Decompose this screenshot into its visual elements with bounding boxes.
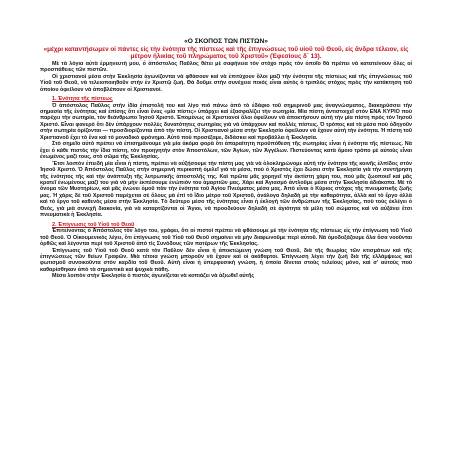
document-title: «Ο ΣΚΟΠΟΣ ΤΩΝ ΠΙΣΤΩΝ»	[184, 38, 268, 45]
body-paragraph: Ἐπιτείνοντας ὁ Ἀπόστολος τὸν λόγο του, γράφει, ὅτι οἱ πιστοὶ πρέπει νὰ φθάσουμε μὲ τὴν ἑνότητα τῆς πίστεως εἰς τὴν ἐπίγνωση τοῦ Υἱοῦ τοῦ Θεοῦ. Ὁ Οἰκουμενικὸς λέγει, ὅτι ἐπίγνωσις τοῦ Υἱοῦ τοῦ Θεοῦ σημαίνει νὰ μὴν διαφωνοῦμε περὶ αὐτοῦ. Νὰ ὁμοδοξάζουμε ὅλα ὅσα νοοῦνται ὀρθῶς καὶ λέγονται περὶ τοῦ Χριστοῦ ἀπὸ τὶς Συνόδους τῶν πατέρων τῆς Ἐκκλησίας.	[40, 228, 412, 248]
epigraph-quote: «μέχρι καταντήσωμεν οἱ πάντες εἰς τὴν ἑνότητα τῆς πίστεως καὶ τῆς ἐπιγνώσεως τοῦ υἱοῦ τοῦ Θεοῦ, εἰς ἄνδρα τέλειον, εἰς μέτρον ἡλικίας τοῦ πληρώματος τοῦ Χριστοῦ» (Ἐφεσίους δ΄ 13).	[43, 46, 409, 60]
section-heading: 2. Ἐπίγνωσις τοῦ Υἱοῦ τοῦ Θεοῦ	[52, 221, 135, 228]
body-paragraph: Στὸ σημεῖο αὐτὸ πρέπει νὰ ἐπισημάνουμε γιὰ μία ἀκόμα φορὰ ὅτι ἀπαραίτητη προϋπόθεση τῆς σωτηρίας εἶναι ἡ ἑνότητα τῆς πίστεως. Νὰ ἔχει ὁ κάθε πιστὸς τὴν ἴδια πίστη, τὸν προηγητὴν στὸν Ἀποστόλων, τῶν Ἁγίων, τῶν Ἀγγέλων. Πιστεύοντας κατὰ ὅμοιο τρόπο μὲ αὐτοὺς εἶναι ἑνωμένος μαζὶ τους, στὸ σῶμα τῆς Ἐκκλησίας.	[40, 141, 412, 161]
section-heading: 1. Ἑνότητα τῆς πίστεως	[52, 96, 113, 103]
intro-paragraph: Μὲ τὰ λόγια αὐτὰ ἐρμηνευτὴ μου, ὁ ἀπόστολος Παῦλος θέτει μὲ σαφήνεια τὸν στόχο πρὸς τὸν ὁποῖο θὰ πρέπει νὰ κατατείνουν ὅλες οἱ προσπάθειες τῶν πιστῶν.	[40, 60, 412, 74]
body-paragraph: Ἐπίγνωσις τοῦ Υἱοῦ τοῦ Θεοῦ κατὰ τὸν Παῦλον δὲν εἶναι ἡ ἀποκτώμενη γνώση τοῦ Θεοῦ, διὰ τῆς θεωρίας τῶν κτισμάτων καὶ τῆς ἐπιγνώσεως τῶν θείων Γραφῶν. Μιὰ τέτοια γνώση μποροῦν νὰ ἔχουν καὶ οἱ ἀκάθαρτοι. Ἐπίγνωση λέγει τὴν ζωὴ διὰ τῆς ἐλλάμψεως καὶ φωτισμοῦ συνοικοῦντα στὸν καρδία τοῦ Θεοῦ. Αὐτὴ εἶναι ἡ ὑπερφυσικὴ γνώση, ἡ ὁποία δίνεται στοὺς τελείους μόνο, καὶ σ' αὐτοὺς ποὺ καθαρίσθηκαν ἀπὸ τὰ σημαντικὰ καὶ ψυχικὰ πάθη.	[40, 247, 412, 273]
document-page	[40, 38, 412, 280]
body-paragraph: Ὁ ἀπόστολος Παῦλος στὴν ἰδία ἐπιστολὴ του καὶ λίγο πιὸ πάνω ἀπὸ τὸ ἐδάφιο τοῦ σημερινοῦ μας ἀναγνώσματος, διακηρύσσει τὴν σημασία τῆς ἑνότητας καὶ ἐπίσης ὅτι εἶναι ἕνας «μία πίστις» ὑπάρχει καὶ ἐξασφαλίζει τὴν σωτηρία. Μία πίστη ἀντιστοιχεῖ στὸν ΕΝΑ ΚΥΡΙΟ ποὺ παρέχει τὴν σωτηρία, τὸν θεάνθρωπο Ἰησοῦ Χριστό. Ἑπομένως οἱ Χριστιανοὶ ὅλοι ὀφείλουν νὰ ἀποκτήσουν αὐτὴ τὴν μία πίστη πρὸς τὸν Ἰησοῦ Χριστό. Εἶναι φανερὸ ὅτι δὲν ὑπάρχουν πολλὲς δυνατότητες σωτηρίας γιὰ νὰ ὑπάρχουν καὶ πολλὲς πίστεις. Ὁ τρόπος καὶ τὰ μέσα ποὺ ὁδηγοῦν στὴν σωτηρία ὁρίζονται — προσδιορίζονται ἀπὸ τὴν πίστη. Οἱ Χριστιανοὶ μέσα στὴν Ἐκκλησία ὀφείλουν νὰ ἔχουν αὐτὴ τὴν ἑνότητα. Ἡ πίστη τοῦ Χριστιανοῦ ἔχει τὸ ἕνα καὶ τὸ μοναδικὸ φρόνημα. Αὐτὸ ποὺ προσέξαμε, διδάσκει καὶ προβάλλει ἡ Ἐκκλησία.	[40, 102, 412, 141]
body-paragraph: Μέσα λοιπὸν στὴν Ἐκκλησία ὁ πιστὸς ἀγωνίζεται νὰ κοπιάζει νὰ ἀξιωθεῖ αὐτῆς	[52, 273, 255, 280]
intro-paragraph: Οἱ χριστιανοὶ μέσα στὴν Ἐκκλησία ἀγωνίζονται νὰ φθάσουν καὶ νὰ ἐπιτύχουν ὅλοι μαζὶ τὴν ἑνότητα τῆς πίστεως καὶ τῆς ἐπιγνώσεως τοῦ Υἱοῦ τοῦ Θεοῦ, νὰ τελειοποιηθοῦν στὴν ἐν Χριστῷ ζωή. Θὰ δοῦμε στὴν συνέχεια ποιὸς εἶναι αὐτὸς ὁ τριπλὸς στόχος πρὸς τὴν κατάκτηση τοῦ ὁποίου ὀφείλουν νὰ ἀποβλέπουν οἱ Χριστιανοί.	[40, 73, 412, 93]
body-paragraph: Ἔτσι λοιπὸν ἐπειδὴ μία εἶναι ἡ πίστη, πρέπει νὰ αὐξήσουμε τὴν πίστη μας γιὰ νὰ ὁλοκληρώνομε αὐτὴ τὴν ἑνότητα τῆς κοινῆς ἐλπίδος στὸν Ἰησοῦ Χριστό. Ὁ Ἀπόστολος Παῦλος στὴν σημερινὴ περικοπὴ ὁμιλεῖ γιὰ τὰ μέσα, ποὺ ὁ Χριστὸς ἔχει δώσει στὴν Ἐκκλησία γιὰ τὴν συντήρηση τῆς ἑνότητος τῆς καὶ τὴν ἀνάπτυξη τῆς λυτρωτικῆς ἀποστολῆς της. Καὶ πρῶτα μᾶς χορηγεῖ τὴν ἀκτίστη χάρη του, ποὺ μᾶς ζωοποιεῖ καὶ μᾶς κρατεῖ ἑνωμένους μαζί του γιὰ νὰ μὴν ἐκπέσουμε ἐνώπιόν του ἁμαρτιῶν μας. Χάρι καὶ Ἁγιασμὸ ἀντλοῦμε μέσα στὴν Ἐκκλησία ἀδιάκοπα. Μὲ τὸ ὄνομα τῶν Μυστηρίων, καὶ μᾶς ἐνώνει ὁμοῦ πὰν τὴν ἑνότητα τοῦ Ἁγίου Πνεύματος μέσα μας. Ἀπὸ εἶναι ὁ Κύριος στόχος τῆς πνευματικῆς ζωῆς μας. Ἡ χάρις δὲ τοῦ Χριστοῦ παρέχεται σὲ ὅλους μὰ ἐπὶ τὸ ἴδιο μέτρο τοῦ Χριστοῦ, ἀνάλογα δηλαδὴ μὲ τὴν καθαρότητα, ἀλλὰ καὶ τὸ ἔργο ἀλλὰ καὶ τὸ ἔργο τοῦ καθενὸς μέσα στὴν Ἐκκλησία. Τὸ δεύτερο μέσο τῆς ἑνότητας εἶναι ἡ ἐκλογὴ τῶν ἀνθρώπων τῆς Ἐκκλησίας, ποὺ τοὺς ἐκλέγει ὁ Θεός, γιὰ μιὰ συνεχῆ διακονία, γιὰ νὰ καταρτίζονται οἱ Ἅγιοι, νὰ προοδεύουν δηλαδὴ σὲ ἀγιότητα τὰ μέλη τοῦ σώματος καὶ νὰ αὐξάνει ἔτσι πνευματικὰ ἡ Ἐκκλησία.	[40, 160, 412, 219]
